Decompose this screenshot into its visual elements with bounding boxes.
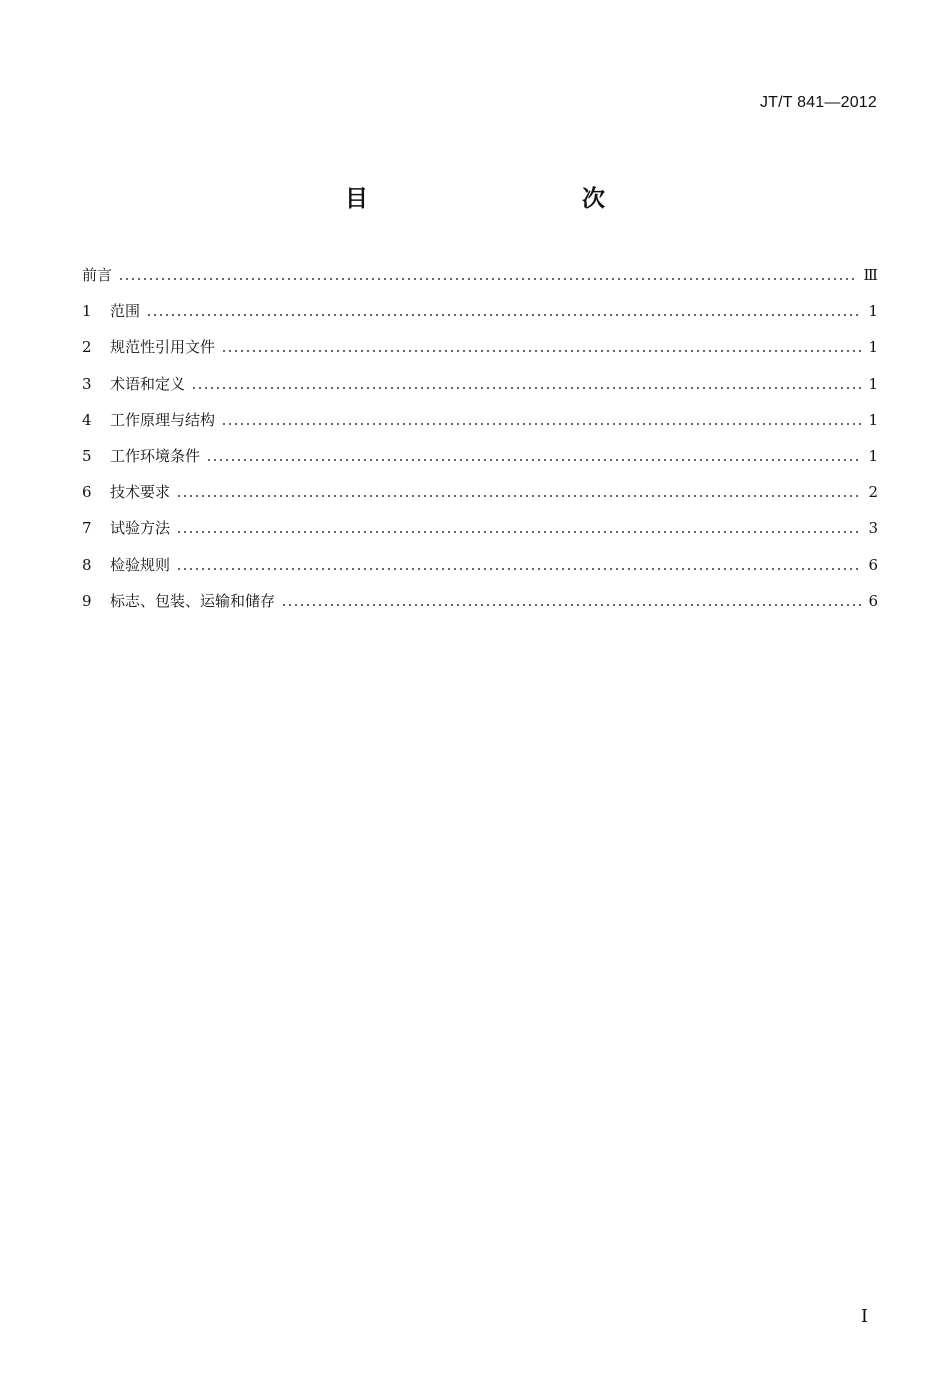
toc-entry-label: 术语和定义 — [110, 374, 186, 393]
toc-entry-page: 2 — [868, 483, 878, 502]
page-number: I — [860, 1306, 868, 1327]
toc-entry-page: 1 — [868, 446, 878, 465]
toc-entry-label: 前言 — [82, 266, 113, 284]
toc-entry-label: 检验规则 — [110, 555, 171, 574]
page-title: 目 次 — [345, 186, 661, 212]
toc-entry-foreword[interactable] — [82, 264, 878, 300]
toc-entry-page: 6 — [868, 555, 878, 574]
toc-entry-working-conditions[interactable] — [82, 445, 878, 481]
toc-entry-number: 2 — [82, 338, 92, 357]
toc-dot-leader — [146, 314, 862, 316]
toc-entry-number: 3 — [82, 374, 92, 393]
toc-entry-normative-references[interactable] — [82, 336, 878, 372]
toc-entry-label: 试验方法 — [110, 519, 171, 538]
toc-entry-technical-requirements[interactable] — [82, 481, 878, 517]
toc-dot-leader — [221, 423, 862, 425]
toc-entry-number: 9 — [82, 591, 92, 610]
toc-entry-page: 6 — [868, 591, 878, 610]
toc-dot-leader — [176, 568, 862, 570]
toc-entry-number: 1 — [82, 302, 92, 321]
toc-entry-test-methods[interactable] — [82, 517, 878, 553]
toc-dot-leader — [206, 459, 862, 461]
toc-entry-number: 6 — [82, 483, 92, 502]
toc-entry-page: 1 — [868, 410, 878, 429]
toc-entry-inspection-rules[interactable] — [82, 554, 878, 590]
toc-entry-number: 4 — [82, 410, 92, 429]
toc-dot-leader — [176, 531, 862, 533]
toc-dot-leader — [221, 350, 862, 352]
toc-entry-label: 范围 — [110, 302, 141, 321]
toc-dot-leader — [176, 495, 862, 497]
toc-entry-page: 3 — [868, 519, 878, 538]
toc-entry-page: 1 — [868, 302, 878, 321]
standard-code: JT/T 841—2012 — [759, 94, 877, 111]
toc-entry-number: 8 — [82, 555, 92, 574]
toc-entry-number: 7 — [82, 519, 92, 538]
toc-entry-page: 1 — [868, 338, 878, 357]
toc-entry-page: 1 — [868, 374, 878, 393]
toc-entry-scope[interactable] — [82, 300, 878, 336]
toc-dot-leader — [281, 604, 862, 606]
toc-entry-principle-structure[interactable] — [82, 409, 878, 445]
toc-entry-number: 5 — [82, 446, 92, 465]
toc-entry-marking-packaging[interactable] — [82, 590, 878, 626]
toc-entry-label: 技术要求 — [110, 483, 171, 502]
toc-entry-terms-definitions[interactable] — [82, 373, 878, 409]
toc-entry-label: 标志、包装、运输和储存 — [110, 591, 276, 610]
toc-entry-label: 规范性引用文件 — [110, 338, 216, 357]
table-of-contents — [82, 264, 878, 626]
toc-dot-leader — [191, 387, 862, 389]
toc-entry-label: 工作原理与结构 — [110, 410, 216, 429]
toc-entry-page: Ⅲ — [863, 266, 878, 284]
toc-dot-leader — [118, 278, 858, 280]
toc-entry-label: 工作环境条件 — [110, 446, 201, 465]
